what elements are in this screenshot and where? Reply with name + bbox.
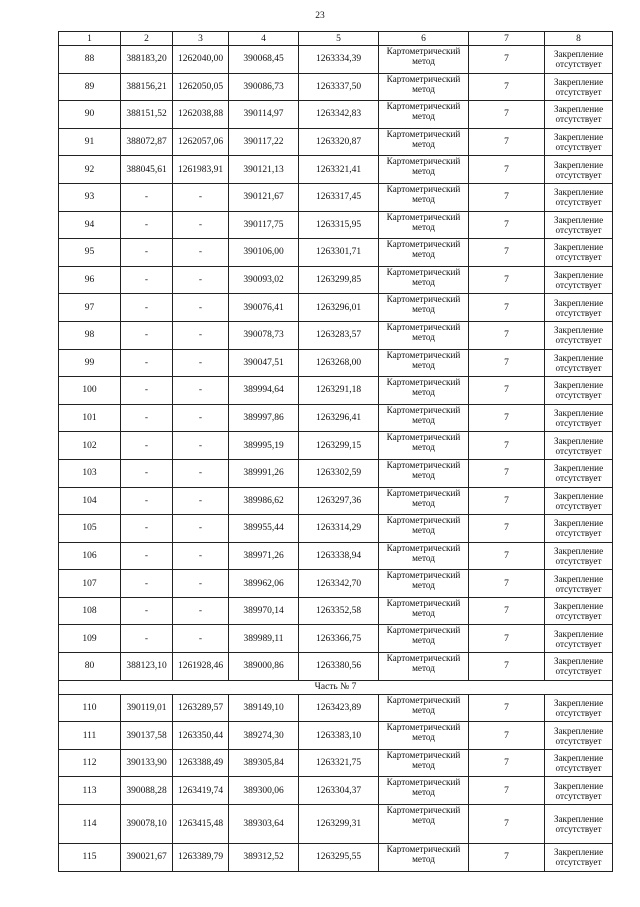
old-x-cell: - — [121, 515, 173, 543]
old-y-cell: - — [173, 625, 229, 653]
new-y-cell: 1263380,56 — [299, 653, 379, 681]
marking-cell: Закрепление отсутствует — [545, 515, 613, 543]
point-number-cell: 88 — [59, 46, 121, 74]
old-y-cell: - — [173, 294, 229, 322]
old-x-cell: - — [121, 625, 173, 653]
method-cell: Картометрический метод — [379, 377, 469, 405]
old-x-cell: - — [121, 404, 173, 432]
old-y-cell: 1263388,49 — [173, 749, 229, 777]
point-number-cell: 106 — [59, 542, 121, 570]
point-number-cell: 102 — [59, 432, 121, 460]
table-row — [59, 266, 613, 294]
accuracy-cell: 7 — [469, 844, 545, 872]
new-x-cell: 389971,26 — [229, 542, 299, 570]
accuracy-cell: 7 — [469, 294, 545, 322]
new-x-cell: 390068,45 — [229, 46, 299, 74]
accuracy-cell: 7 — [469, 432, 545, 460]
old-y-cell: - — [173, 266, 229, 294]
new-y-cell: 1263320,87 — [299, 128, 379, 156]
point-number-cell: 96 — [59, 266, 121, 294]
new-x-cell: 389312,52 — [229, 844, 299, 872]
new-x-cell: 390121,67 — [229, 183, 299, 211]
marking-cell: Закрепление отсутствует — [545, 211, 613, 239]
new-x-cell: 389989,11 — [229, 625, 299, 653]
old-y-cell: - — [173, 432, 229, 460]
new-x-cell: 389991,26 — [229, 459, 299, 487]
accuracy-cell: 7 — [469, 73, 545, 101]
new-y-cell: 1263291,18 — [299, 377, 379, 405]
accuracy-cell: 7 — [469, 349, 545, 377]
new-x-cell: 390076,41 — [229, 294, 299, 322]
old-x-cell: - — [121, 597, 173, 625]
table-row — [59, 749, 613, 777]
table-row — [59, 694, 613, 722]
marking-cell: Закрепление отсутствует — [545, 294, 613, 322]
old-x-cell: - — [121, 459, 173, 487]
column-header: 4 — [229, 32, 299, 46]
table-row — [59, 487, 613, 515]
old-y-cell: 1263350,44 — [173, 722, 229, 750]
method-cell: Картометрический метод — [379, 432, 469, 460]
old-y-cell: - — [173, 349, 229, 377]
old-y-cell: - — [173, 377, 229, 405]
old-x-cell: - — [121, 542, 173, 570]
point-number-cell: 92 — [59, 156, 121, 184]
table-row — [59, 128, 613, 156]
new-x-cell: 389962,06 — [229, 570, 299, 598]
marking-cell: Закрепление отсутствует — [545, 542, 613, 570]
old-y-cell: - — [173, 183, 229, 211]
point-number-cell: 104 — [59, 487, 121, 515]
method-cell: Картометрический метод — [379, 653, 469, 681]
old-y-cell: 1263419,74 — [173, 777, 229, 805]
new-y-cell: 1263304,37 — [299, 777, 379, 805]
method-cell: Картометрический метод — [379, 749, 469, 777]
new-x-cell: 390117,22 — [229, 128, 299, 156]
new-y-cell: 1263314,29 — [299, 515, 379, 543]
new-y-cell: 1263342,83 — [299, 101, 379, 129]
old-y-cell: 1261983,91 — [173, 156, 229, 184]
marking-cell: Закрепление отсутствует — [545, 377, 613, 405]
method-cell: Картометрический метод — [379, 570, 469, 598]
point-number-cell: 114 — [59, 805, 121, 844]
old-x-cell: 390088,28 — [121, 777, 173, 805]
method-cell: Картометрический метод — [379, 73, 469, 101]
accuracy-cell: 7 — [469, 101, 545, 129]
accuracy-cell: 7 — [469, 128, 545, 156]
accuracy-cell: 7 — [469, 777, 545, 805]
column-header: 1 — [59, 32, 121, 46]
marking-cell: Закрепление отсутствует — [545, 459, 613, 487]
method-cell: Картометрический метод — [379, 239, 469, 267]
method-cell: Картометрический метод — [379, 515, 469, 543]
old-y-cell: 1263289,57 — [173, 694, 229, 722]
old-y-cell: - — [173, 570, 229, 598]
new-y-cell: 1263299,15 — [299, 432, 379, 460]
method-cell: Картометрический метод — [379, 46, 469, 74]
point-number-cell: 113 — [59, 777, 121, 805]
method-cell: Картометрический метод — [379, 211, 469, 239]
old-y-cell: - — [173, 239, 229, 267]
new-y-cell: 1263299,31 — [299, 805, 379, 844]
new-y-cell: 1263338,94 — [299, 542, 379, 570]
old-x-cell: 388072,87 — [121, 128, 173, 156]
method-cell: Картометрический метод — [379, 156, 469, 184]
new-y-cell: 1263301,71 — [299, 239, 379, 267]
point-number-cell: 91 — [59, 128, 121, 156]
point-number-cell: 93 — [59, 183, 121, 211]
old-x-cell: - — [121, 570, 173, 598]
accuracy-cell: 7 — [469, 404, 545, 432]
point-number-cell: 101 — [59, 404, 121, 432]
old-y-cell: - — [173, 597, 229, 625]
marking-cell: Закрепление отсутствует — [545, 404, 613, 432]
accuracy-cell: 7 — [469, 653, 545, 681]
old-y-cell: 1262040,00 — [173, 46, 229, 74]
new-x-cell: 389300,06 — [229, 777, 299, 805]
method-cell: Картометрический метод — [379, 266, 469, 294]
accuracy-cell: 7 — [469, 266, 545, 294]
method-cell: Картометрический метод — [379, 128, 469, 156]
method-cell: Картометрический метод — [379, 183, 469, 211]
table-row — [59, 377, 613, 405]
table-row — [59, 294, 613, 322]
table-row — [59, 844, 613, 872]
old-y-cell: 1261928,46 — [173, 653, 229, 681]
table-row — [59, 73, 613, 101]
table-row — [59, 597, 613, 625]
page-number: 23 — [315, 11, 325, 21]
old-x-cell: - — [121, 294, 173, 322]
point-number-cell: 94 — [59, 211, 121, 239]
marking-cell: Закрепление отсутствует — [545, 777, 613, 805]
new-y-cell: 1263337,50 — [299, 73, 379, 101]
new-x-cell: 390106,00 — [229, 239, 299, 267]
old-y-cell: - — [173, 487, 229, 515]
old-x-cell: 388151,52 — [121, 101, 173, 129]
old-x-cell: - — [121, 432, 173, 460]
table-row — [59, 349, 613, 377]
old-x-cell: 390137,58 — [121, 722, 173, 750]
old-x-cell: 390021,67 — [121, 844, 173, 872]
new-x-cell: 389149,10 — [229, 694, 299, 722]
table-row — [59, 432, 613, 460]
point-number-cell: 108 — [59, 597, 121, 625]
new-x-cell: 390047,51 — [229, 349, 299, 377]
point-number-cell: 95 — [59, 239, 121, 267]
old-y-cell: - — [173, 542, 229, 570]
old-x-cell: 388156,21 — [121, 73, 173, 101]
new-x-cell: 390117,75 — [229, 211, 299, 239]
point-number-cell: 90 — [59, 101, 121, 129]
point-number-cell: 109 — [59, 625, 121, 653]
point-number-cell: 112 — [59, 749, 121, 777]
method-cell: Картометрический метод — [379, 694, 469, 722]
marking-cell: Закрепление отсутствует — [545, 432, 613, 460]
old-y-cell: - — [173, 515, 229, 543]
method-cell: Картометрический метод — [379, 294, 469, 322]
method-cell: Картометрический метод — [379, 101, 469, 129]
new-x-cell: 389955,44 — [229, 515, 299, 543]
method-cell: Картометрический метод — [379, 844, 469, 872]
table-row — [59, 321, 613, 349]
new-x-cell: 389997,86 — [229, 404, 299, 432]
new-x-cell: 390114,97 — [229, 101, 299, 129]
old-y-cell: - — [173, 211, 229, 239]
point-number-cell: 103 — [59, 459, 121, 487]
new-y-cell: 1263296,41 — [299, 404, 379, 432]
marking-cell: Закрепление отсутствует — [545, 653, 613, 681]
new-y-cell: 1263321,75 — [299, 749, 379, 777]
marking-cell: Закрепление отсутствует — [545, 156, 613, 184]
accuracy-cell: 7 — [469, 597, 545, 625]
accuracy-cell: 7 — [469, 46, 545, 74]
marking-cell: Закрепление отсутствует — [545, 101, 613, 129]
old-x-cell: 390078,10 — [121, 805, 173, 844]
new-y-cell: 1263315,95 — [299, 211, 379, 239]
column-header: 2 — [121, 32, 173, 46]
new-x-cell: 390086,73 — [229, 73, 299, 101]
new-x-cell: 389986,62 — [229, 487, 299, 515]
accuracy-cell: 7 — [469, 211, 545, 239]
marking-cell: Закрепление отсутствует — [545, 722, 613, 750]
point-number-cell: 98 — [59, 321, 121, 349]
new-x-cell: 389995,19 — [229, 432, 299, 460]
new-y-cell: 1263299,85 — [299, 266, 379, 294]
old-y-cell: - — [173, 459, 229, 487]
old-x-cell: - — [121, 266, 173, 294]
marking-cell: Закрепление отсутствует — [545, 46, 613, 74]
column-header: 6 — [379, 32, 469, 46]
table-row — [59, 515, 613, 543]
table-row — [59, 101, 613, 129]
old-y-cell: - — [173, 321, 229, 349]
new-y-cell: 1263352,58 — [299, 597, 379, 625]
new-x-cell: 389994,64 — [229, 377, 299, 405]
marking-cell: Закрепление отсутствует — [545, 349, 613, 377]
old-x-cell: - — [121, 321, 173, 349]
old-y-cell: - — [173, 404, 229, 432]
new-x-cell: 390078,73 — [229, 321, 299, 349]
accuracy-cell: 7 — [469, 377, 545, 405]
new-y-cell: 1263334,39 — [299, 46, 379, 74]
new-y-cell: 1263342,70 — [299, 570, 379, 598]
old-y-cell: 1262050,05 — [173, 73, 229, 101]
method-cell: Картометрический метод — [379, 487, 469, 515]
old-x-cell: 390133,90 — [121, 749, 173, 777]
table-row — [59, 211, 613, 239]
method-cell: Картометрический метод — [379, 777, 469, 805]
new-y-cell: 1263321,41 — [299, 156, 379, 184]
old-x-cell: 388045,61 — [121, 156, 173, 184]
column-header: 5 — [299, 32, 379, 46]
section-title: Часть № 7 — [59, 680, 613, 694]
table-row — [59, 183, 613, 211]
method-cell: Картометрический метод — [379, 349, 469, 377]
old-x-cell: 388183,20 — [121, 46, 173, 74]
new-y-cell: 1263317,45 — [299, 183, 379, 211]
accuracy-cell: 7 — [469, 542, 545, 570]
table-row — [59, 542, 613, 570]
column-header: 3 — [173, 32, 229, 46]
section-row — [59, 680, 613, 694]
new-x-cell: 389000,86 — [229, 653, 299, 681]
table-row — [59, 404, 613, 432]
old-x-cell: - — [121, 239, 173, 267]
new-x-cell: 389303,64 — [229, 805, 299, 844]
table-header-row — [59, 32, 613, 46]
accuracy-cell: 7 — [469, 749, 545, 777]
old-y-cell: 1262038,88 — [173, 101, 229, 129]
method-cell: Картометрический метод — [379, 459, 469, 487]
old-x-cell: - — [121, 349, 173, 377]
old-x-cell: 388123,10 — [121, 653, 173, 681]
method-cell: Картометрический метод — [379, 542, 469, 570]
marking-cell: Закрепление отсутствует — [545, 321, 613, 349]
new-x-cell: 389970,14 — [229, 597, 299, 625]
old-x-cell: - — [121, 211, 173, 239]
method-cell: Картометрический метод — [379, 597, 469, 625]
marking-cell: Закрепление отсутствует — [545, 487, 613, 515]
table-row — [59, 805, 613, 844]
point-number-cell: 80 — [59, 653, 121, 681]
point-number-cell: 99 — [59, 349, 121, 377]
accuracy-cell: 7 — [469, 722, 545, 750]
accuracy-cell: 7 — [469, 515, 545, 543]
new-y-cell: 1263423,89 — [299, 694, 379, 722]
point-number-cell: 97 — [59, 294, 121, 322]
marking-cell: Закрепление отсутствует — [545, 128, 613, 156]
new-x-cell: 389274,30 — [229, 722, 299, 750]
marking-cell: Закрепление отсутствует — [545, 183, 613, 211]
column-header: 7 — [469, 32, 545, 46]
old-x-cell: - — [121, 183, 173, 211]
old-y-cell: 1262057,06 — [173, 128, 229, 156]
method-cell: Картометрический метод — [379, 625, 469, 653]
new-y-cell: 1263296,01 — [299, 294, 379, 322]
table-row — [59, 722, 613, 750]
column-header: 8 — [545, 32, 613, 46]
method-cell: Картометрический метод — [379, 805, 469, 844]
accuracy-cell: 7 — [469, 321, 545, 349]
marking-cell: Закрепление отсутствует — [545, 570, 613, 598]
accuracy-cell: 7 — [469, 805, 545, 844]
new-y-cell: 1263283,57 — [299, 321, 379, 349]
old-x-cell: 390119,01 — [121, 694, 173, 722]
table-row — [59, 156, 613, 184]
marking-cell: Закрепление отсутствует — [545, 266, 613, 294]
accuracy-cell: 7 — [469, 487, 545, 515]
accuracy-cell: 7 — [469, 625, 545, 653]
accuracy-cell: 7 — [469, 694, 545, 722]
old-y-cell: 1263415,48 — [173, 805, 229, 844]
new-y-cell: 1263366,75 — [299, 625, 379, 653]
new-y-cell: 1263383,10 — [299, 722, 379, 750]
point-number-cell: 107 — [59, 570, 121, 598]
table-row — [59, 653, 613, 681]
table-row — [59, 459, 613, 487]
new-y-cell: 1263297,36 — [299, 487, 379, 515]
old-x-cell: - — [121, 377, 173, 405]
marking-cell: Закрепление отсутствует — [545, 73, 613, 101]
accuracy-cell: 7 — [469, 570, 545, 598]
method-cell: Картометрический метод — [379, 722, 469, 750]
method-cell: Картометрический метод — [379, 321, 469, 349]
new-y-cell: 1263268,00 — [299, 349, 379, 377]
marking-cell: Закрепление отсутствует — [545, 625, 613, 653]
point-number-cell: 111 — [59, 722, 121, 750]
accuracy-cell: 7 — [469, 239, 545, 267]
table-row — [59, 777, 613, 805]
accuracy-cell: 7 — [469, 183, 545, 211]
table-row — [59, 46, 613, 74]
marking-cell: Закрепление отсутствует — [545, 805, 613, 844]
marking-cell: Закрепление отсутствует — [545, 597, 613, 625]
coordinates-table — [58, 31, 613, 872]
marking-cell: Закрепление отсутствует — [545, 749, 613, 777]
new-y-cell: 1263302,59 — [299, 459, 379, 487]
table-row — [59, 239, 613, 267]
old-x-cell: - — [121, 487, 173, 515]
accuracy-cell: 7 — [469, 156, 545, 184]
old-y-cell: 1263389,79 — [173, 844, 229, 872]
method-cell: Картометрический метод — [379, 404, 469, 432]
accuracy-cell: 7 — [469, 459, 545, 487]
point-number-cell: 100 — [59, 377, 121, 405]
new-x-cell: 389305,84 — [229, 749, 299, 777]
point-number-cell: 89 — [59, 73, 121, 101]
marking-cell: Закрепление отсутствует — [545, 844, 613, 872]
marking-cell: Закрепление отсутствует — [545, 694, 613, 722]
marking-cell: Закрепление отсутствует — [545, 239, 613, 267]
table-row — [59, 570, 613, 598]
point-number-cell: 110 — [59, 694, 121, 722]
new-x-cell: 390093,02 — [229, 266, 299, 294]
new-y-cell: 1263295,55 — [299, 844, 379, 872]
point-number-cell: 115 — [59, 844, 121, 872]
point-number-cell: 105 — [59, 515, 121, 543]
table-row — [59, 625, 613, 653]
new-x-cell: 390121,13 — [229, 156, 299, 184]
